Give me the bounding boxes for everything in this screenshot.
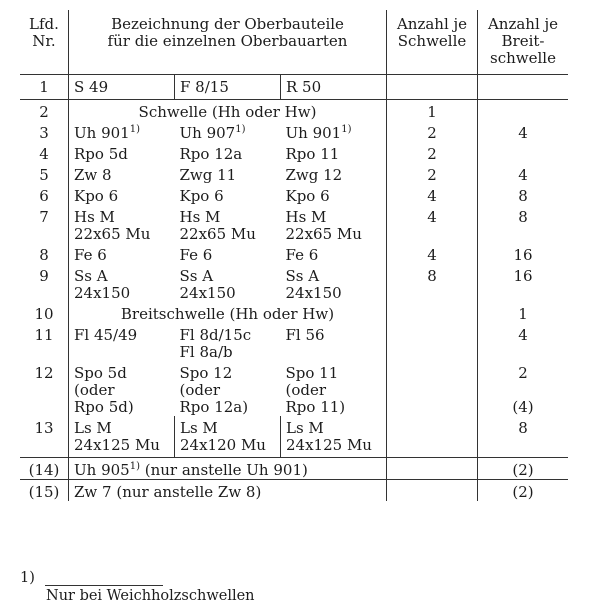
- cell-anzahl-breitschwelle: [478, 323, 569, 361]
- cell-line-with-footnote: [286, 125, 387, 142]
- cell-anzahl-breitschwelle: [478, 142, 569, 163]
- cell-oberbau-b: [175, 163, 281, 184]
- cell-line: 22x65 Mu: [285, 225, 362, 243]
- cell-line: Ss A: [74, 267, 108, 285]
- table-row: [20, 100, 568, 122]
- cell-anzahl-schwelle: [387, 480, 478, 502]
- oberbau-table: [20, 10, 568, 501]
- cell-line: 2: [518, 364, 528, 382]
- row-number: 13: [20, 416, 69, 458]
- cell-line: 24x125 Mu: [74, 436, 160, 454]
- cell-oberbau-b: [175, 243, 281, 264]
- cell-line: F 8/15: [180, 78, 229, 96]
- cell-oberbau-c: [281, 243, 387, 264]
- cell-line: Fe 6: [285, 246, 319, 264]
- cell-oberbau-b: [175, 184, 281, 205]
- table-row: [20, 458, 568, 480]
- cell-oberbau-b: [175, 416, 281, 458]
- cell-anzahl-breitschwelle: [478, 264, 569, 302]
- cell-oberbau-a: [69, 264, 175, 302]
- cell-line: 24x150: [285, 284, 342, 302]
- row-number: (14): [20, 458, 69, 480]
- cell-line: 2: [427, 145, 437, 163]
- cell-line: 4: [518, 124, 528, 142]
- cell-line: 8: [427, 267, 437, 285]
- table-row: [20, 205, 568, 243]
- cell-oberbau-a: [69, 361, 175, 416]
- footnote-ref: 1): [341, 124, 352, 135]
- cell-anzahl-breitschwelle: [478, 163, 569, 184]
- cell-anzahl-breitschwelle: [478, 100, 569, 122]
- cell-line: Uh 907: [179, 124, 236, 142]
- cell-line: 4: [427, 187, 437, 205]
- cell-anzahl-breitschwelle: [478, 243, 569, 264]
- header-lfd-line-1: Lfd.: [29, 15, 59, 33]
- table-row: [20, 302, 568, 323]
- header-bezeichnung-line-2: für die einzelnen Oberbauarten: [107, 32, 348, 50]
- header-lfd-nr: [20, 10, 69, 75]
- cell-anzahl-schwelle: [387, 458, 478, 480]
- cell-line: Fl 56: [285, 326, 325, 344]
- cell-line: Hs M: [74, 208, 115, 226]
- cell-line: Fe 6: [179, 246, 213, 264]
- table-row: [20, 75, 568, 100]
- row-number: 10: [20, 302, 69, 323]
- cell-line: Rpo 5d): [74, 398, 134, 416]
- row-number: 9: [20, 264, 69, 302]
- row-number: 8: [20, 243, 69, 264]
- cell-anzahl-schwelle: [387, 302, 478, 323]
- footnote-ref: 1): [235, 124, 246, 135]
- cell-line: Kpo 6: [74, 187, 119, 205]
- cell-anzahl-breitschwelle: [478, 480, 569, 502]
- cell-line: Ls M: [286, 419, 324, 437]
- row-number: 4: [20, 142, 69, 163]
- cell-anzahl-schwelle: [387, 184, 478, 205]
- cell-oberbau-a: [69, 142, 175, 163]
- cell-line: 24x125 Mu: [286, 436, 372, 454]
- cell-anzahl-schwelle: [387, 361, 478, 416]
- cell-anzahl-schwelle: [387, 243, 478, 264]
- cell-oberbau-b: [175, 205, 281, 243]
- cell-line: Rpo 11: [285, 145, 340, 163]
- header-anzahl-breitschwelle: [478, 10, 569, 75]
- row-span-label: [69, 458, 387, 480]
- table-row: [20, 416, 568, 458]
- cell-oberbau-b: [175, 361, 281, 416]
- footnote-mark: 1): [20, 570, 35, 586]
- cell-line: 2: [427, 124, 437, 142]
- cell-line: Uh 901: [74, 124, 130, 142]
- cell-anzahl-schwelle: [387, 205, 478, 243]
- header-schwelle-line-2: Schwelle: [397, 32, 467, 50]
- span-text-rest: (nur anstelle Uh 901): [139, 461, 308, 479]
- row-number: 1: [20, 75, 69, 100]
- cell-line: Zwg 11: [179, 166, 237, 184]
- cell-oberbau-a: [69, 416, 175, 458]
- table-body: [20, 10, 568, 501]
- cell-line: (4): [512, 398, 534, 416]
- cell-oberbau-a: [69, 243, 175, 264]
- table-header-row: [20, 10, 568, 75]
- cell-oberbau-b: [175, 264, 281, 302]
- cell-oberbau-b: [175, 121, 281, 142]
- cell-anzahl-breitschwelle: [478, 416, 569, 458]
- cell-oberbau-c: [281, 416, 387, 458]
- cell-oberbau-a: [69, 205, 175, 243]
- cell-anzahl-schwelle: [387, 142, 478, 163]
- cell-line: (2): [512, 483, 534, 501]
- cell-line: Zw 8: [74, 166, 112, 184]
- cell-line: Spo 12: [179, 364, 233, 382]
- row-number: 2: [20, 100, 69, 122]
- cell-line: 4: [427, 246, 437, 264]
- table-row: [20, 142, 568, 163]
- cell-oberbau-a: [69, 163, 175, 184]
- table-row: [20, 264, 568, 302]
- header-bezeichnung-line-1: Bezeichnung der Oberbauteile: [111, 15, 344, 33]
- cell-line: 16: [513, 246, 533, 264]
- cell-line: Fl 45/49: [74, 326, 138, 344]
- cell-line-with-footnote: [180, 125, 281, 142]
- cell-oberbau-a: [69, 121, 175, 142]
- cell-line: Rpo 12a: [179, 145, 243, 163]
- cell-anzahl-schwelle: [387, 323, 478, 361]
- table-row: [20, 163, 568, 184]
- cell-line: (oder: [179, 381, 221, 399]
- cell-anzahl-schwelle: [387, 416, 478, 458]
- cell-line: Rpo 11): [285, 398, 346, 416]
- cell-oberbau-a: [69, 184, 175, 205]
- cell-line: [478, 382, 568, 399]
- row-span-label: Schwelle (Hh oder Hw): [138, 103, 317, 121]
- cell-oberbau-b: [175, 142, 281, 163]
- row-number: 7: [20, 205, 69, 243]
- cell-oberbau-a: [69, 75, 175, 100]
- cell-oberbau-c: [281, 163, 387, 184]
- cell-anzahl-schwelle: [387, 121, 478, 142]
- cell-line: 24x150: [74, 284, 131, 302]
- row-number: 12: [20, 361, 69, 416]
- row-number: 6: [20, 184, 69, 205]
- cell-oberbau-c: [281, 205, 387, 243]
- cell-line: (oder: [285, 381, 327, 399]
- cell-line: 1: [518, 305, 528, 323]
- cell-anzahl-breitschwelle: [478, 205, 569, 243]
- cell-line: Uh 901: [285, 124, 342, 142]
- cell-line: 16: [513, 267, 533, 285]
- cell-line: Rpo 12a): [179, 398, 249, 416]
- cell-line: 8: [518, 208, 528, 226]
- cell-line: 24x150: [179, 284, 236, 302]
- cell-line: Zwg 12: [285, 166, 343, 184]
- cell-line: Spo 5d: [74, 364, 127, 382]
- cell-line: Ls M: [180, 419, 218, 437]
- row-span-label: Breitschwelle (Hh oder Hw): [120, 305, 335, 323]
- cell-line: 4: [427, 208, 437, 226]
- cell-line: Spo 11: [285, 364, 339, 382]
- cell-line: Kpo 6: [179, 187, 224, 205]
- cell-line: Hs M: [285, 208, 327, 226]
- table-row: [20, 323, 568, 361]
- table-row: [20, 480, 568, 502]
- header-breit-line-2: Breit-: [501, 32, 545, 50]
- cell-line: 1: [427, 103, 437, 121]
- header-bezeichnung: [69, 10, 387, 75]
- cell-line: Rpo 5d: [74, 145, 128, 163]
- cell-line: 22x65 Mu: [179, 225, 256, 243]
- cell-oberbau-c: [281, 142, 387, 163]
- cell-anzahl-breitschwelle: [478, 361, 569, 416]
- cell-line: 22x65 Mu: [74, 225, 151, 243]
- cell-anzahl-breitschwelle: [478, 302, 569, 323]
- cell-anzahl-schwelle: [387, 75, 478, 100]
- cell-line: 8: [518, 187, 528, 205]
- cell-oberbau-c: [281, 361, 387, 416]
- row-number: (15): [20, 480, 69, 502]
- cell-line: Kpo 6: [285, 187, 330, 205]
- table-row: [20, 184, 568, 205]
- header-lfd-line-2: Nr.: [32, 32, 56, 50]
- cell-line: 8: [518, 419, 528, 437]
- table-row: [20, 243, 568, 264]
- cell-line: 2: [427, 166, 437, 184]
- cell-line: Fl 8a/b: [179, 343, 233, 361]
- cell-oberbau-c: [281, 121, 387, 142]
- cell-line: R 50: [286, 78, 322, 96]
- footnote-rule: [45, 585, 163, 586]
- footnote-ref: 1): [129, 124, 140, 135]
- span-text: Uh 905: [74, 461, 130, 479]
- table-row: [20, 121, 568, 142]
- cell-line: Fl 8d/15c: [179, 326, 252, 344]
- cell-oberbau-c: [281, 75, 387, 100]
- cell-line: Ss A: [179, 267, 214, 285]
- header-anzahl-schwelle: [387, 10, 478, 75]
- header-breit-line-3: schwelle: [490, 49, 556, 67]
- cell-oberbau-c: [281, 264, 387, 302]
- cell-line-with-footnote: [74, 125, 175, 142]
- cell-oberbau-c: [281, 323, 387, 361]
- row-number: 11: [20, 323, 69, 361]
- cell-anzahl-breitschwelle: [478, 184, 569, 205]
- row-number: 5: [20, 163, 69, 184]
- cell-anzahl-breitschwelle: [478, 75, 569, 100]
- cell-line: 4: [518, 326, 528, 344]
- header-schwelle-line-1: Anzahl je: [396, 15, 468, 33]
- cell-line: Fe 6: [74, 246, 107, 264]
- span-text: Zw 7 (nur anstelle Zw 8): [74, 483, 262, 501]
- footnote-text: Nur bei Weichholzschwellen: [46, 588, 255, 604]
- cell-anzahl-schwelle: [387, 264, 478, 302]
- cell-oberbau-a: [69, 323, 175, 361]
- cell-anzahl-breitschwelle: [478, 458, 569, 480]
- cell-line: 4: [518, 166, 528, 184]
- cell-anzahl-schwelle: [387, 163, 478, 184]
- cell-oberbau-b: [175, 75, 281, 100]
- table-row: [20, 361, 568, 416]
- cell-anzahl-breitschwelle: [478, 121, 569, 142]
- footnote-ref: 1): [129, 461, 140, 472]
- cell-line: (oder: [74, 381, 115, 399]
- cell-anzahl-schwelle: [387, 100, 478, 122]
- cell-line: (2): [512, 461, 534, 479]
- cell-line: 24x120 Mu: [180, 436, 266, 454]
- row-number: 3: [20, 121, 69, 142]
- cell-line: Ss A: [285, 267, 320, 285]
- header-breit-line-1: Anzahl je: [487, 15, 559, 33]
- cell-oberbau-b: [175, 323, 281, 361]
- cell-line: Hs M: [179, 208, 221, 226]
- cell-line: S 49: [74, 78, 109, 96]
- cell-oberbau-c: [281, 184, 387, 205]
- row-span-label: [69, 480, 387, 502]
- cell-line: Ls M: [74, 419, 112, 437]
